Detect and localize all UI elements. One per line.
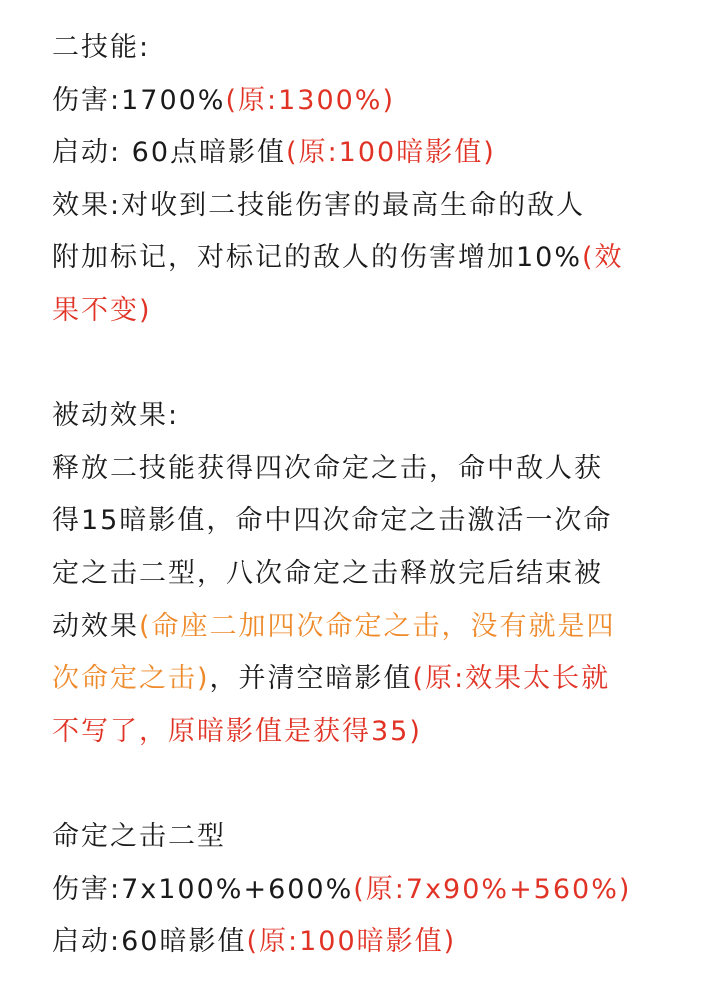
strike2-activation: 启动:60暗影值(原:100暗影值)	[52, 926, 457, 958]
original-value: (效	[582, 242, 624, 274]
passive-line: 定之击二型，八次命定之击释放完后结束被	[52, 557, 603, 589]
original-value: 果不变)	[52, 294, 152, 326]
original-value: (原:1300%)	[225, 84, 396, 116]
original-value: (原:效果太长就	[412, 663, 611, 695]
skill2-effect-line: 附加标记，对标记的敌人的伤害增加10%(效	[52, 242, 624, 274]
strike2-damage: 伤害:7x100%+600%(原:7x90%+560%)	[52, 873, 632, 905]
skill2-effect-line	[52, 285, 680, 338]
passive-line: 动效果(命座二加四次命定之击，没有就是四	[52, 610, 616, 642]
strike2-heading: 命定之击二型	[52, 820, 226, 852]
passive-line: 次命定之击)，并清空暗影值(原:效果太长就	[52, 663, 611, 695]
spacer	[52, 758, 680, 811]
original-value: (原:100暗影值)	[286, 137, 496, 169]
original-value: (原:100暗影值)	[246, 926, 457, 958]
skill2-effect-line: 效果:对收到二技能伤害的最高生命的敌人	[52, 189, 586, 221]
skill2-activation: 启动: 60点暗影值(原:100暗影值)	[52, 137, 496, 169]
passive-heading: 被动效果:	[52, 400, 180, 432]
passive-line: 释放二技能获得四次命定之击，命中敌人获	[52, 452, 603, 484]
passive-line: 得15暗影值，命中四次命定之击激活一次命	[52, 505, 613, 537]
spacer	[52, 338, 680, 391]
passive-line	[52, 706, 680, 759]
skill2-heading: 二技能:	[52, 32, 151, 63]
skill2-damage: 伤害:1700%(原:1300%)	[52, 84, 396, 116]
constellation-note: 次命定之击)	[52, 663, 210, 695]
original-value: 不写了，原暗影值是获得35)	[52, 715, 422, 747]
original-value: (原:7x90%+560%)	[353, 873, 632, 905]
constellation-note: (命座二加四次命定之击，没有就是四	[139, 610, 616, 642]
